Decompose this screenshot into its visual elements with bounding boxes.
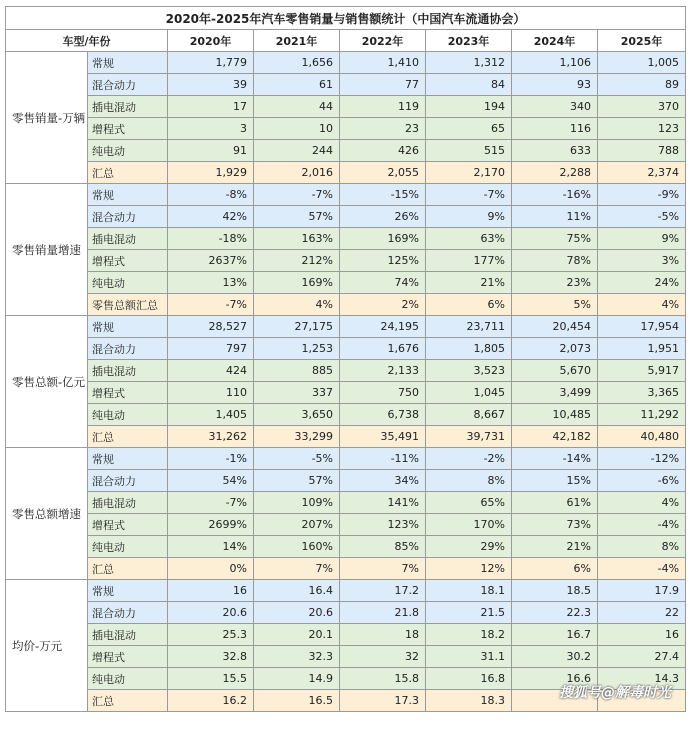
header-cell-year: 2024年 [512, 30, 598, 52]
value-cell: 125% [340, 250, 426, 272]
value-cell: 1,106 [512, 52, 598, 74]
header-row [6, 30, 686, 52]
table-row [6, 316, 686, 338]
row-label: 常规 [88, 184, 168, 206]
value-cell: -5% [598, 206, 686, 228]
value-cell: 515 [426, 140, 512, 162]
table-row [6, 96, 686, 118]
value-cell: 212% [254, 250, 340, 272]
value-cell: -1% [168, 448, 254, 470]
group-label: 零售总额-亿元 [6, 316, 88, 448]
value-cell: 170% [426, 514, 512, 536]
value-cell: 2% [340, 294, 426, 316]
value-cell: 244 [254, 140, 340, 162]
value-cell: 16.4 [254, 580, 340, 602]
value-cell: 27.4 [598, 646, 686, 668]
group-label: 零售销量增速 [6, 184, 88, 316]
value-cell: 1,805 [426, 338, 512, 360]
table-row [6, 74, 686, 96]
value-cell: -11% [340, 448, 426, 470]
value-cell: 9% [598, 228, 686, 250]
table-row [6, 162, 686, 184]
row-label: 混合动力 [88, 206, 168, 228]
value-cell: 27,175 [254, 316, 340, 338]
value-cell: 23% [512, 272, 598, 294]
value-cell: 750 [340, 382, 426, 404]
value-cell: 8,667 [426, 404, 512, 426]
value-cell: 110 [168, 382, 254, 404]
value-cell: 10,485 [512, 404, 598, 426]
value-cell: 141% [340, 492, 426, 514]
value-cell: 18 [340, 624, 426, 646]
value-cell: 1,253 [254, 338, 340, 360]
value-cell: 194 [426, 96, 512, 118]
value-cell: 39,731 [426, 426, 512, 448]
value-cell: -4% [598, 558, 686, 580]
table-row [6, 52, 686, 74]
value-cell: 31.1 [426, 646, 512, 668]
value-cell: -8% [168, 184, 254, 206]
value-cell: 3% [598, 250, 686, 272]
value-cell: 337 [254, 382, 340, 404]
value-cell: 32 [340, 646, 426, 668]
table-row [6, 338, 686, 360]
table-row [6, 492, 686, 514]
value-cell: 163% [254, 228, 340, 250]
value-cell: 18.1 [426, 580, 512, 602]
value-cell: 12% [426, 558, 512, 580]
value-cell: 57% [254, 206, 340, 228]
value-cell: 15% [512, 470, 598, 492]
value-cell: 370 [598, 96, 686, 118]
value-cell: 424 [168, 360, 254, 382]
group-label: 零售销量-万辆 [6, 52, 88, 184]
value-cell: 17 [168, 96, 254, 118]
value-cell: 2637% [168, 250, 254, 272]
value-cell: 1,779 [168, 52, 254, 74]
value-cell: 10 [254, 118, 340, 140]
value-cell: 2,288 [512, 162, 598, 184]
row-label: 纯电动 [88, 272, 168, 294]
value-cell: -12% [598, 448, 686, 470]
value-cell: -16% [512, 184, 598, 206]
table-row [6, 382, 686, 404]
value-cell: 42,182 [512, 426, 598, 448]
value-cell: 39 [168, 74, 254, 96]
value-cell: 16.8 [426, 668, 512, 690]
value-cell: 169% [254, 272, 340, 294]
value-cell: -18% [168, 228, 254, 250]
value-cell: 1,410 [340, 52, 426, 74]
table-row [6, 228, 686, 250]
row-label: 汇总 [88, 690, 168, 712]
value-cell: 54% [168, 470, 254, 492]
value-cell: 3,523 [426, 360, 512, 382]
value-cell: 123 [598, 118, 686, 140]
value-cell: -14% [512, 448, 598, 470]
value-cell: 1,951 [598, 338, 686, 360]
header-cell-year: 2022年 [340, 30, 426, 52]
value-cell: 73% [512, 514, 598, 536]
value-cell: -6% [598, 470, 686, 492]
row-label: 增程式 [88, 382, 168, 404]
value-cell: -15% [340, 184, 426, 206]
value-cell: 7% [340, 558, 426, 580]
value-cell: 1,676 [340, 338, 426, 360]
table-row [6, 184, 686, 206]
value-cell: -9% [598, 184, 686, 206]
value-cell: 17.2 [340, 580, 426, 602]
value-cell: 9% [426, 206, 512, 228]
value-cell: 16.2 [168, 690, 254, 712]
row-label: 插电混动 [88, 360, 168, 382]
value-cell: 0% [168, 558, 254, 580]
value-cell: 22.3 [512, 602, 598, 624]
table-row [6, 140, 686, 162]
row-label: 汇总 [88, 162, 168, 184]
value-cell: 44 [254, 96, 340, 118]
value-cell: 15.8 [340, 668, 426, 690]
table-row [6, 580, 686, 602]
table-row [6, 404, 686, 426]
value-cell: 25.3 [168, 624, 254, 646]
header-cell-year: 2021年 [254, 30, 340, 52]
value-cell: 11,292 [598, 404, 686, 426]
value-cell: 31,262 [168, 426, 254, 448]
stats-table [5, 6, 686, 712]
value-cell: 77 [340, 74, 426, 96]
value-cell: 16 [168, 580, 254, 602]
table-row [6, 360, 686, 382]
value-cell: 4% [598, 492, 686, 514]
value-cell: 2,374 [598, 162, 686, 184]
group-label: 均价-万元 [6, 580, 88, 712]
row-label: 常规 [88, 580, 168, 602]
value-cell: 2,073 [512, 338, 598, 360]
value-cell: 61% [512, 492, 598, 514]
value-cell: 16.5 [254, 690, 340, 712]
value-cell: 5,917 [598, 360, 686, 382]
row-label: 增程式 [88, 514, 168, 536]
value-cell: -5% [254, 448, 340, 470]
value-cell: 75% [512, 228, 598, 250]
value-cell: -7% [168, 294, 254, 316]
table-row [6, 448, 686, 470]
value-cell: 3,499 [512, 382, 598, 404]
table-row [6, 294, 686, 316]
value-cell: 119 [340, 96, 426, 118]
table-row [6, 646, 686, 668]
value-cell: 8% [426, 470, 512, 492]
value-cell: 2,055 [340, 162, 426, 184]
table-title: 2020年-2025年汽车零售销量与销售额统计（中国汽车流通协会） [6, 7, 686, 30]
value-cell: 63% [426, 228, 512, 250]
value-cell: 42% [168, 206, 254, 228]
value-cell: 84 [426, 74, 512, 96]
value-cell: 177% [426, 250, 512, 272]
value-cell: 109% [254, 492, 340, 514]
value-cell: 3 [168, 118, 254, 140]
value-cell: 17.3 [340, 690, 426, 712]
value-cell: 2,016 [254, 162, 340, 184]
row-label: 汇总 [88, 558, 168, 580]
value-cell: 2699% [168, 514, 254, 536]
value-cell: 16.7 [512, 624, 598, 646]
value-cell: 35,491 [340, 426, 426, 448]
group-label: 零售总额增速 [6, 448, 88, 580]
value-cell: 885 [254, 360, 340, 382]
value-cell: 426 [340, 140, 426, 162]
row-label: 纯电动 [88, 404, 168, 426]
value-cell: 23 [340, 118, 426, 140]
value-cell: 18.5 [512, 580, 598, 602]
value-cell: 6% [512, 558, 598, 580]
value-cell: 11% [512, 206, 598, 228]
value-cell: 17,954 [598, 316, 686, 338]
value-cell: 93 [512, 74, 598, 96]
watermark: 搜狐号@解毒时光 [559, 685, 671, 701]
value-cell: 1,929 [168, 162, 254, 184]
header-cell-model-year: 车型/年份 [6, 30, 168, 52]
row-label: 混合动力 [88, 74, 168, 96]
value-cell: 40,480 [598, 426, 686, 448]
value-cell: 169% [340, 228, 426, 250]
value-cell: 16.6 [512, 668, 598, 690]
value-cell: 3,650 [254, 404, 340, 426]
value-cell: 21% [426, 272, 512, 294]
value-cell: 21.8 [340, 602, 426, 624]
value-cell: 2,133 [340, 360, 426, 382]
value-cell: 116 [512, 118, 598, 140]
table-body [6, 52, 686, 712]
value-cell: 14% [168, 536, 254, 558]
table-row [6, 272, 686, 294]
value-cell: 85% [340, 536, 426, 558]
value-cell: 8% [598, 536, 686, 558]
value-cell: 3,365 [598, 382, 686, 404]
table-row [6, 558, 686, 580]
value-cell: 20.1 [254, 624, 340, 646]
table-row [6, 602, 686, 624]
value-cell: 89 [598, 74, 686, 96]
row-label: 增程式 [88, 646, 168, 668]
row-label: 常规 [88, 316, 168, 338]
row-label: 纯电动 [88, 140, 168, 162]
value-cell: 78% [512, 250, 598, 272]
row-label: 插电混动 [88, 96, 168, 118]
value-cell: 5,670 [512, 360, 598, 382]
value-cell: 17.9 [598, 580, 686, 602]
value-cell: 30.2 [512, 646, 598, 668]
value-cell: 633 [512, 140, 598, 162]
row-label: 增程式 [88, 250, 168, 272]
value-cell: 6,738 [340, 404, 426, 426]
value-cell: 7% [254, 558, 340, 580]
value-cell: -7% [254, 184, 340, 206]
value-cell: 15.5 [168, 668, 254, 690]
value-cell: 26% [340, 206, 426, 228]
header-cell-year: 2025年 [598, 30, 686, 52]
value-cell: 6% [426, 294, 512, 316]
value-cell: 28,527 [168, 316, 254, 338]
value-cell: 61 [254, 74, 340, 96]
value-cell: 20.6 [168, 602, 254, 624]
row-label: 混合动力 [88, 602, 168, 624]
value-cell: 16 [598, 624, 686, 646]
header-cell-year: 2023年 [426, 30, 512, 52]
value-cell: 24,195 [340, 316, 426, 338]
table-row [6, 206, 686, 228]
row-label: 零售总额汇总 [88, 294, 168, 316]
value-cell: -4% [598, 514, 686, 536]
table-row [6, 250, 686, 272]
row-label: 常规 [88, 52, 168, 74]
row-label: 纯电动 [88, 536, 168, 558]
value-cell: 5% [512, 294, 598, 316]
value-cell: 18.2 [426, 624, 512, 646]
value-cell: 4% [598, 294, 686, 316]
value-cell: 1,312 [426, 52, 512, 74]
value-cell: 29% [426, 536, 512, 558]
row-label: 增程式 [88, 118, 168, 140]
value-cell: 1,045 [426, 382, 512, 404]
row-label: 混合动力 [88, 338, 168, 360]
row-label: 纯电动 [88, 668, 168, 690]
value-cell: 207% [254, 514, 340, 536]
value-cell: 20,454 [512, 316, 598, 338]
table-row [6, 470, 686, 492]
row-label: 插电混动 [88, 492, 168, 514]
value-cell: -7% [168, 492, 254, 514]
value-cell: 788 [598, 140, 686, 162]
header-cell-year: 2020年 [168, 30, 254, 52]
value-cell: 33,299 [254, 426, 340, 448]
value-cell: 4% [254, 294, 340, 316]
value-cell: 22 [598, 602, 686, 624]
row-label: 常规 [88, 448, 168, 470]
table-row [6, 536, 686, 558]
value-cell: 1,405 [168, 404, 254, 426]
value-cell: 57% [254, 470, 340, 492]
value-cell: 65% [426, 492, 512, 514]
value-cell: 160% [254, 536, 340, 558]
row-label: 汇总 [88, 426, 168, 448]
value-cell: 91 [168, 140, 254, 162]
value-cell: 797 [168, 338, 254, 360]
value-cell: 14.9 [254, 668, 340, 690]
value-cell: 32.3 [254, 646, 340, 668]
row-label: 混合动力 [88, 470, 168, 492]
value-cell: 74% [340, 272, 426, 294]
value-cell: 18.3 [426, 690, 512, 712]
table-row [6, 624, 686, 646]
value-cell: 32.8 [168, 646, 254, 668]
value-cell: 20.6 [254, 602, 340, 624]
value-cell: 1,005 [598, 52, 686, 74]
value-cell: 13% [168, 272, 254, 294]
row-label: 插电混动 [88, 228, 168, 250]
table-row [6, 426, 686, 448]
value-cell: -7% [426, 184, 512, 206]
value-cell: 21.5 [426, 602, 512, 624]
value-cell: 23,711 [426, 316, 512, 338]
value-cell: 2,170 [426, 162, 512, 184]
stats-table-sheet [5, 6, 685, 712]
value-cell: 14.3 [598, 668, 686, 690]
value-cell: 24% [598, 272, 686, 294]
value-cell: 1,656 [254, 52, 340, 74]
value-cell: -2% [426, 448, 512, 470]
row-label: 插电混动 [88, 624, 168, 646]
value-cell: 65 [426, 118, 512, 140]
value-cell: 340 [512, 96, 598, 118]
table-row [6, 118, 686, 140]
table-row [6, 514, 686, 536]
value-cell: 34% [340, 470, 426, 492]
value-cell: 21% [512, 536, 598, 558]
value-cell: 123% [340, 514, 426, 536]
